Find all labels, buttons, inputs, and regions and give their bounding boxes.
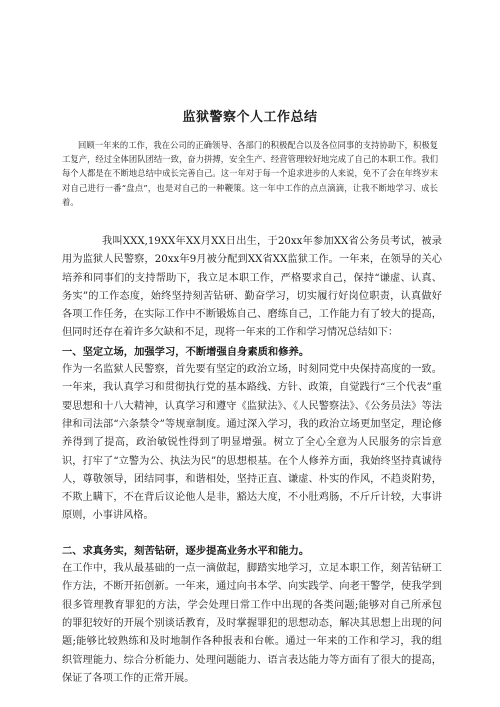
body-paragraph-2: 作为一名监狱人民警察，首先要有坚定的政治立场，时刻同党中央保持高度的一致。一年来，我认真学习和贯彻执行党的基本路线、方针、政策，自觉践行“三个代表”重要思想和十八大精神，认真学习和遵守《监狱法》、《人民警察法》、《公务员法》等法律和司法部“六条禁令”等规章制度。通过深入学习，我的政治立场更加坚定，理论修养得到了提高，政治敏锐性得到了明显增强。树立了全心全意为人民服务的宗旨意识，打牢了“立警为公、执法为民”的思想根基。在个人修养方面，我始终坚持真诚待人，尊敬领导，团结同事，和谐相处，坚持正直、谦虚、朴实的作风，不趋炎附势，不欺上瞒下，不在背后议论他人是非，豁达大度，不小肚鸡肠，不斤斤计较，大事讲原则，小事讲风格。 <box>62 364 442 522</box>
document-body <box>62 233 442 688</box>
body-paragraph-1: 我叫XXX,19XX年XX月XX日出生，于20xx年参加XX省公务员考试，被录用为监狱人民警察，20xx年9月被分配到XX省XX监狱工作。一年来，在领导的关心培养和同事们的支持帮助下，我立足本职工作，严格要求自己，保持“谦虚、认真、务实”的工作态度，始终坚持刻苦钻研、勤奋学习，切实履行好岗位职责，认真做好各项工作任务，在实际工作中不断锻炼自己、磨练自己，工作能力有了较大的提高，但同时还存在着许多欠缺和不足，现将一年来的工作和学习情况总结如下： <box>62 236 442 339</box>
section-heading-2: 二、求真务实，刻苦钻研，逐步提高业务水平和能力。 <box>62 544 310 557</box>
intro-paragraph: 回顾一年来的工作，我在公司的正确领导、各部门的积极配合以及各位同事的支持协助下，积极复工复产，经过全体团队团结一致，奋力拼搏，安全生产、经营管理较好地完成了自己的本职工作。我们每个人都是在不断地总结中成长完善自己。这一年对于每一个追求进步的人来说，免不了会在年终岁末对自己进行一番“盘点”，也是对自己的一种鞭策。这一年中工作的点点滴滴，让我不断地学习、成长着。 <box>62 140 438 207</box>
body-paragraph-3: 在工作中，我从最基础的一点一滴做起，脚踏实地学习，立足本职工作，刻苦钻研工作方法，不断开拓创新。一年来，通过向书本学、向实践学、向老干警学，使我学到很多管理教育罪犯的方法，学会处理日常工作中出现的各类问题;能够对自己所承包的罪犯较好的开展个别谈话教育，及时掌握罪犯的思想动态，解决其思想上出现的问题;能够比较熟练和及时地制作各种报表和台帐。通过一年来的工作和学习，我的组织管理能力、综合分析能力、处理问题能力、语言表达能力等方面有了很大的提高，保证了各项工作的正常开展。 <box>62 563 442 684</box>
section-heading-1: 一、坚定立场，加强学习，不断增强自身素质和修养。 <box>62 345 310 358</box>
document-title: 监狱警察个人工作总结 <box>182 110 318 125</box>
section-gap <box>62 526 442 542</box>
